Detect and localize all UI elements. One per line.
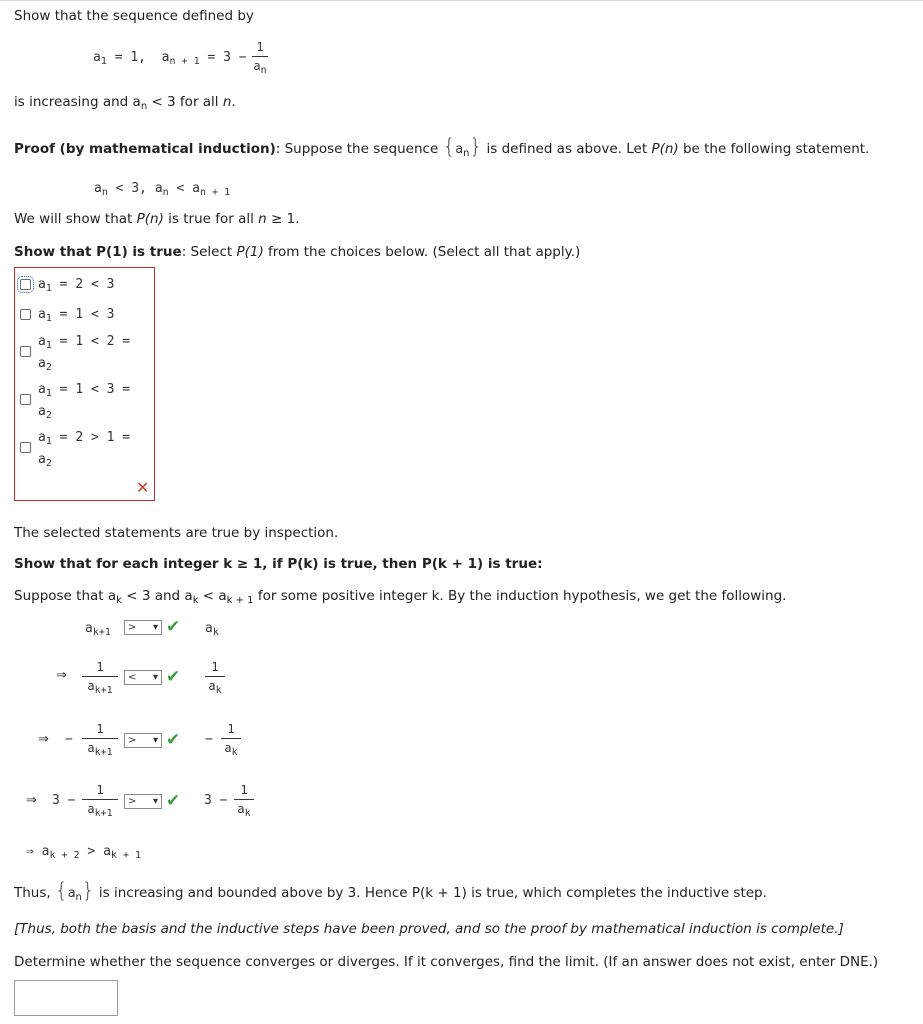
choice-label-3-line2: $a_2$ [38, 356, 52, 373]
choice-checkbox-2[interactable] [20, 309, 31, 320]
basis-heading: Show that P(1) is true: Select P(1) from the choices below. (Select all that apply.) [14, 244, 581, 260]
choice-checkbox-1[interactable] [20, 279, 31, 290]
sequence-definition: $a_1 = 1$, $a_{n + 1} = 3$ − [93, 50, 247, 67]
check-icon: ✔ [166, 730, 181, 750]
inspection-text: The selected statements are true by inspection. [14, 525, 339, 541]
implies-arrow: ⇒ [56, 668, 67, 683]
choice-label-5-line2: $a_2$ [38, 452, 52, 469]
row2-left-fraction: 1 $a_{k+1}$ [82, 660, 118, 696]
implies-arrow: ⇒ [38, 732, 49, 747]
proof-intro: Proof (by mathematical induction): Suppose the sequence $\{a_n\}$ is defined as above. Let P(n) be the following statement. [14, 134, 870, 159]
chevron-down-icon: ▾ [152, 672, 158, 683]
row4-right-fraction: 1 $a_k$ [234, 783, 254, 819]
chevron-down-icon: ▾ [152, 796, 158, 807]
row1-relation-select[interactable]: > ▾ [124, 620, 162, 635]
definition-fraction: 1 $a_n$ [253, 40, 267, 76]
limit-answer-input[interactable] [14, 980, 118, 1016]
row4-relation-select[interactable]: > ▾ [124, 794, 162, 809]
row4-left-fraction: 1 $a_{k+1}$ [82, 783, 118, 819]
proof-complete-text: [Thus, both the basis and the inductive steps have been proved, and so the proof by mathematical induction is complete.] [14, 921, 844, 937]
row2-right-fraction: 1 $a_k$ [205, 660, 225, 696]
choice-checkbox-3[interactable] [20, 346, 31, 357]
increasing-claim: is increasing and $a_n < 3$ for all n. [14, 94, 236, 112]
check-icon: ✔ [166, 617, 181, 637]
row4-left-prefix: 3 − [52, 793, 76, 808]
show-all-n: We will show that P(n) is true for all n ≥ 1. [14, 211, 300, 227]
choice-label-1: $a_1 = 2 < 3$ [38, 277, 115, 294]
choice-label-2: $a_1 = 1 < 3$ [38, 307, 115, 324]
check-icon: ✔ [166, 791, 181, 811]
intro-text: Show that the sequence defined by [14, 8, 254, 24]
row3-relation-select[interactable]: > ▾ [124, 733, 162, 748]
row3-left-prefix: − [65, 732, 73, 747]
implies-arrow: ⇒ [26, 793, 37, 808]
row3-right-fraction: 1 $a_k$ [221, 722, 241, 758]
choice-label-4: $a_1 = 1 < 3$ = [38, 382, 131, 399]
chevron-down-icon: ▾ [152, 735, 158, 746]
row1-right: $a_k$ [205, 621, 219, 638]
row3-left-fraction: 1 $a_{k+1}$ [82, 722, 118, 758]
row1-left: $a_{k+1}$ [85, 621, 111, 638]
choice-label-4-line2: $a_2$ [38, 404, 52, 421]
top-divider [0, 0, 923, 1]
chevron-down-icon: ▾ [152, 622, 158, 633]
thus-text: Thus, $\{a_n\}$ is increasing and bounded above by 3. Hence P(k + 1) is true, which completes the inductive step. [14, 878, 767, 903]
choice-checkbox-4[interactable] [20, 394, 31, 405]
check-icon: ✔ [166, 667, 181, 687]
row4-right-prefix: 3 − [204, 793, 228, 808]
limit-question: Determine whether the sequence converges or diverges. If it converges, find the limit. (If an answer does not exist, enter DNE.) [14, 954, 879, 970]
conclusion-line: ⇒ $a_{k + 2} > a_{k + 1}$ [26, 844, 142, 861]
suppose-text: Suppose that $a_k < 3$ and $a_k < a_{k + 1}$ for some positive integer k. By the induction hypothesis, we get the following. [14, 588, 787, 606]
row2-relation-select[interactable]: < ▾ [124, 670, 162, 685]
choice-checkbox-5[interactable] [20, 442, 31, 453]
choice-label-5: $a_1 = 2 > 1$ = [38, 430, 131, 447]
x-mark-icon: ✕ [136, 478, 150, 497]
statement-pn: $a_n < 3$, $a_n < a_{n + 1}$ [94, 181, 231, 198]
choice-label-3: $a_1 = 1 < 2$ = [38, 334, 131, 351]
step-heading: Show that for each integer k ≥ 1, if P(k) is true, then P(k + 1) is true: [14, 556, 543, 572]
row3-right-prefix: − [205, 732, 213, 747]
